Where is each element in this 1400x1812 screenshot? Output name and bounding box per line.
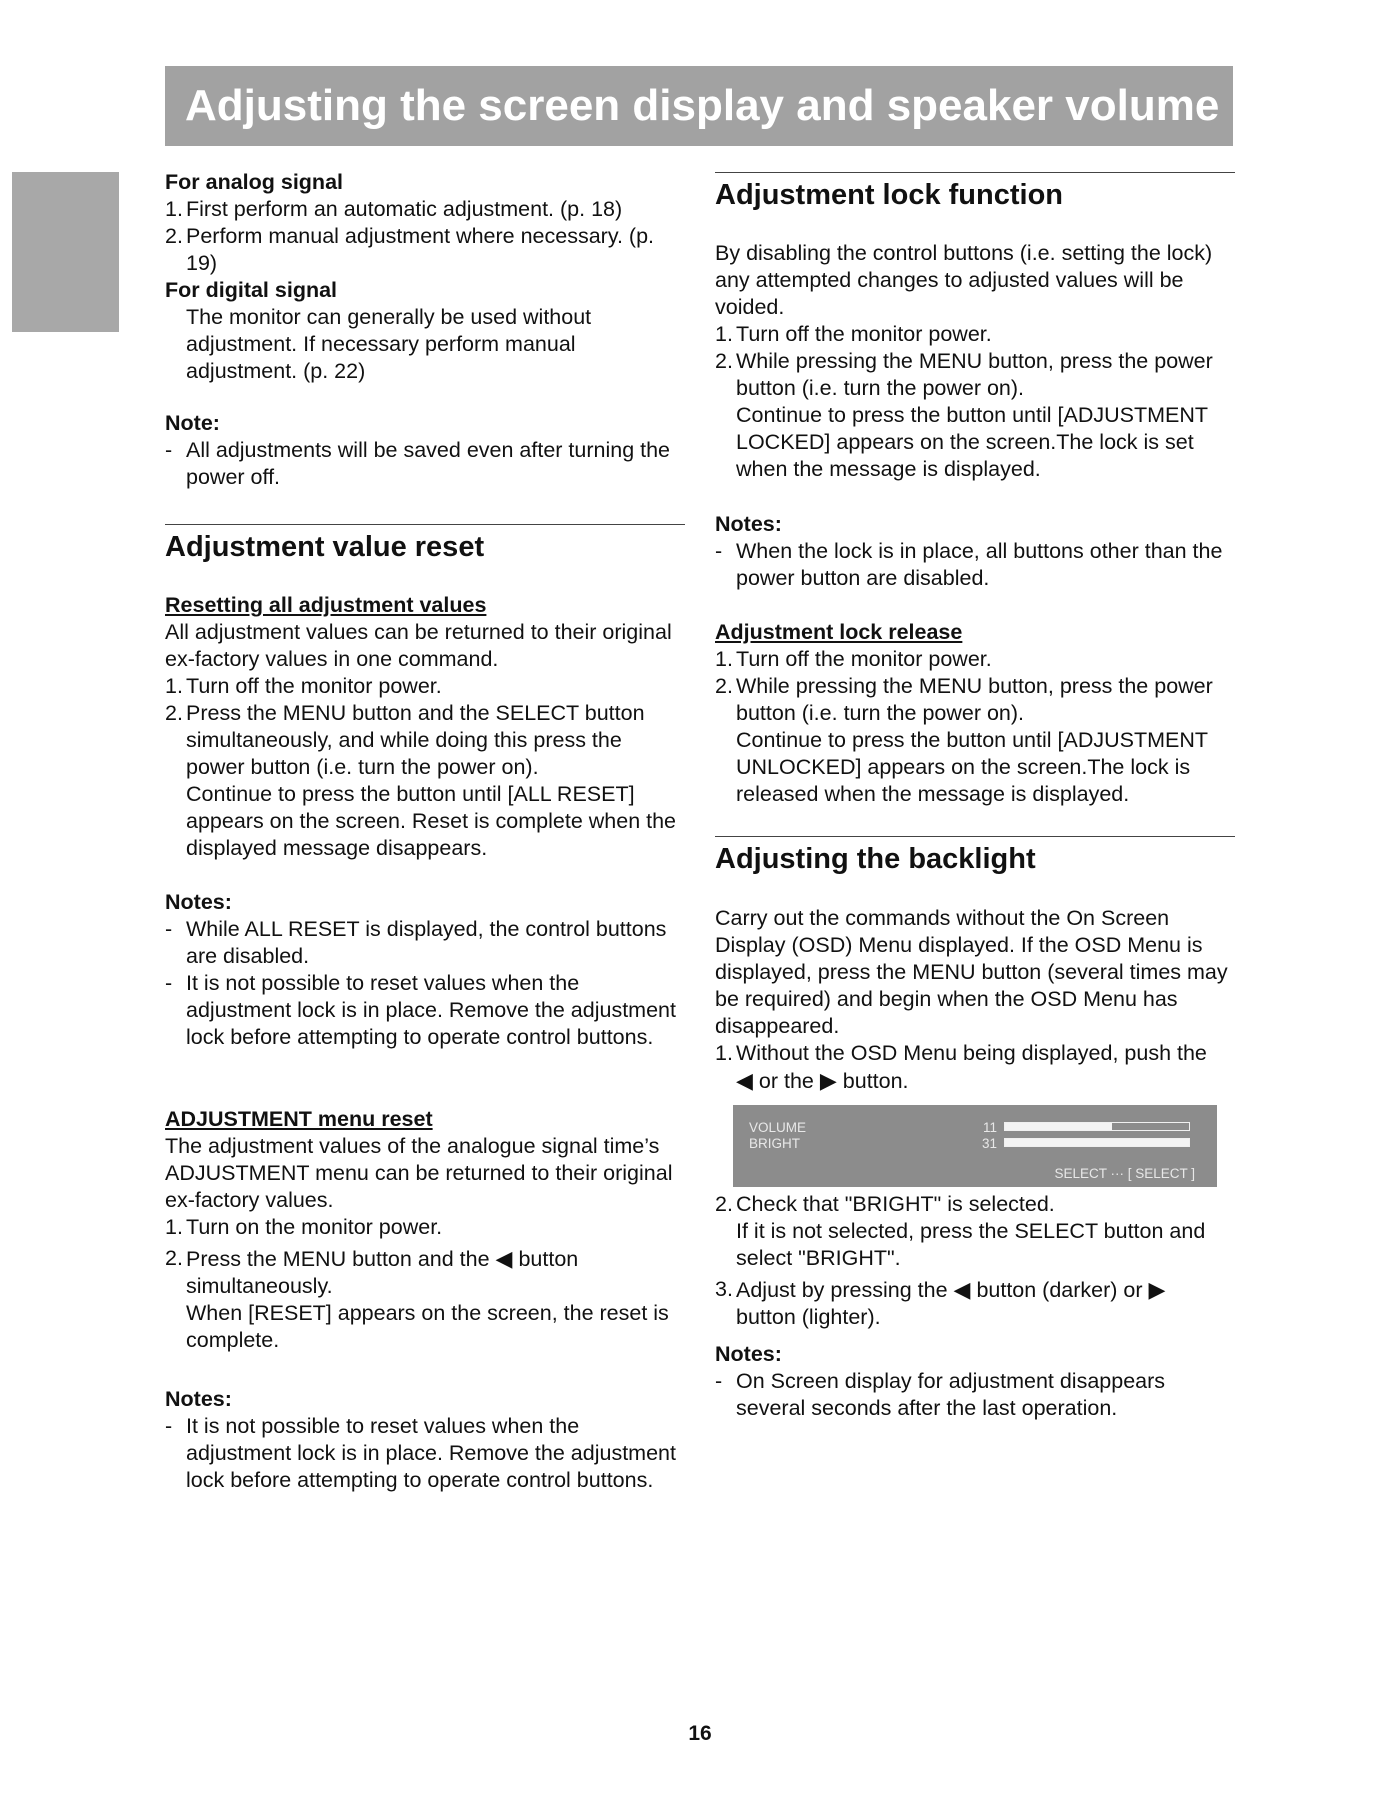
reset-notes-heading: Notes:	[165, 890, 232, 914]
lock-step-2: 2. While pressing the MENU button, press the power button (i.e. turn the power on). Continue to press the button until [ADJUSTMENT LOCKED] appears on the screen.The lock is set when the message is displayed.	[715, 349, 1213, 481]
menu-reset-heading: ADJUSTMENT menu reset	[165, 1107, 433, 1131]
osd-bright-value: 31	[981, 1136, 997, 1151]
page-title: Adjusting the screen display and speaker volume	[185, 81, 1220, 130]
osd-volume-value: 11	[982, 1120, 997, 1135]
reset-note-2: - It is not possible to reset values when the adjustment lock is in place. Remove the adjustment lock before attempting to operate control buttons.	[165, 971, 676, 1049]
lock-notes-heading: Notes:	[715, 512, 782, 536]
backlight-section	[715, 905, 1235, 1095]
menu-reset-notes-heading: Notes:	[165, 1387, 232, 1411]
backlight-step-2: 2. Check that "BRIGHT" is selected. If it is not selected, press the SELECT button and select "BRIGHT".	[715, 1192, 1206, 1270]
digital-heading: For digital signal	[165, 278, 338, 302]
analog-heading: For analog signal	[165, 170, 343, 194]
digital-text: The monitor can generally be used without adjustment. If necessary perform manual adjustment. (p. 22)	[186, 305, 592, 383]
left-triangle-icon: ◀	[495, 1246, 513, 1271]
lock-note-1: - When the lock is in place, all buttons other than the power button are disabled.	[715, 539, 1223, 590]
osd-volume-fill	[1005, 1123, 1112, 1130]
lock-step-1: 1. Turn off the monitor power.	[715, 322, 992, 346]
intro-note	[165, 410, 685, 491]
reset-notes	[165, 889, 685, 1051]
side-tab	[12, 172, 119, 332]
analog-step-2: 2. Perform manual adjustment where necessary. (p. 19)	[165, 224, 655, 275]
osd-footer: SELECT ··· [ SELECT ]	[1054, 1166, 1195, 1181]
backlight-heading: Adjusting the backlight	[715, 843, 1036, 875]
left-triangle-icon: ◀	[736, 1068, 753, 1093]
osd-row-bright	[749, 1136, 1209, 1151]
lock-intro: By disabling the control buttons (i.e. setting the lock) any attempted changes to adjusted values will be voided.	[715, 241, 1213, 319]
reset-heading-block	[165, 529, 685, 565]
backlight-step-3: 3. Adjust by pressing the ◀ button (darker) or ▶ button (lighter).	[715, 1277, 1166, 1329]
analog-step-1: 1. First perform an automatic adjustment. (p. 18)	[165, 197, 623, 221]
release-step-1: 1. Turn off the monitor power.	[715, 647, 992, 671]
lock-section	[715, 240, 1235, 483]
lock-release-section	[715, 619, 1235, 808]
lock-heading-block	[715, 177, 1235, 213]
backlight-notes-heading: Notes:	[715, 1342, 782, 1366]
osd-bright-bar	[1004, 1138, 1190, 1147]
release-step-2: 2. While pressing the MENU button, press the power button (i.e. turn the power on). Continue to press the button until [ADJUSTMENT UNLOCKED] appears on the screen.The lock is released when the message is displayed.	[715, 674, 1213, 806]
page-title-bar	[165, 66, 1233, 146]
page-number: 16	[688, 1722, 712, 1745]
osd-volume-bar	[1004, 1122, 1190, 1131]
lock-heading: Adjustment lock function	[715, 179, 1063, 211]
menu-reset-step-1: 1. Turn on the monitor power.	[165, 1215, 443, 1239]
osd-screen	[733, 1105, 1217, 1187]
menu-reset-notes	[165, 1386, 685, 1494]
section-divider	[165, 524, 685, 525]
osd-bright-label: BRIGHT	[749, 1136, 801, 1151]
right-triangle-icon: ▶	[1148, 1277, 1166, 1302]
menu-reset-note-1: - It is not possible to reset values when the adjustment lock is in place. Remove the adjustment lock before attempting to operate control buttons.	[165, 1414, 676, 1492]
note-heading: Note:	[165, 411, 220, 435]
reset-all-step-2: 2. Press the MENU button and the SELECT button simultaneously, and while doing this press the power button (i.e. turn the power on). Continue to press the button until [ALL RESET] appears on the screen. Reset is complete when the displayed message disappears.	[165, 701, 677, 860]
backlight-step-1: 1. Without the OSD Menu being displayed, push the ◀ or the ▶ button.	[715, 1041, 1207, 1093]
reset-heading: Adjustment value reset	[165, 531, 485, 563]
menu-reset-step-2: 2. Press the MENU button and the ◀ button simultaneously. When [RESET] appears on the screen, the reset is complete.	[165, 1246, 669, 1352]
reset-note-1: - While ALL RESET is displayed, the control buttons are disabled.	[165, 917, 667, 968]
section-divider	[715, 836, 1235, 837]
section-divider	[715, 172, 1235, 173]
backlight-note-1: - On Screen display for adjustment disappears several seconds after the last operation.	[715, 1369, 1166, 1420]
backlight-heading-block	[715, 841, 1235, 877]
menu-reset-intro: The adjustment values of the analogue signal time’s ADJUSTMENT menu can be returned to their original ex-factory values.	[165, 1134, 673, 1212]
menu-reset-section	[165, 1106, 685, 1354]
lock-release-heading: Adjustment lock release	[715, 620, 963, 644]
reset-all-step-1: 1. Turn off the monitor power.	[165, 674, 442, 698]
left-triangle-icon: ◀	[953, 1277, 971, 1302]
right-triangle-icon: ▶	[819, 1068, 837, 1093]
osd-bright-fill	[1005, 1139, 1189, 1146]
osd-row-volume	[749, 1120, 1209, 1135]
note-item: - All adjustments will be saved even after turning the power off.	[165, 438, 671, 489]
osd-volume-label: VOLUME	[749, 1120, 807, 1135]
backlight-intro: Carry out the commands without the On Screen Display (OSD) Menu displayed. If the OSD Menu is displayed, press the MENU button (several times may be required) and begin when the OSD Menu has disappeared.	[715, 906, 1228, 1038]
reset-all-heading: Resetting all adjustment values	[165, 593, 487, 617]
backlight-steps	[715, 1191, 1235, 1331]
reset-all-section	[165, 592, 685, 862]
signal-section	[165, 169, 685, 385]
lock-notes	[715, 511, 1235, 592]
reset-all-intro: All adjustment values can be returned to their original ex-factory values in one command.	[165, 620, 672, 671]
backlight-notes	[715, 1341, 1235, 1422]
